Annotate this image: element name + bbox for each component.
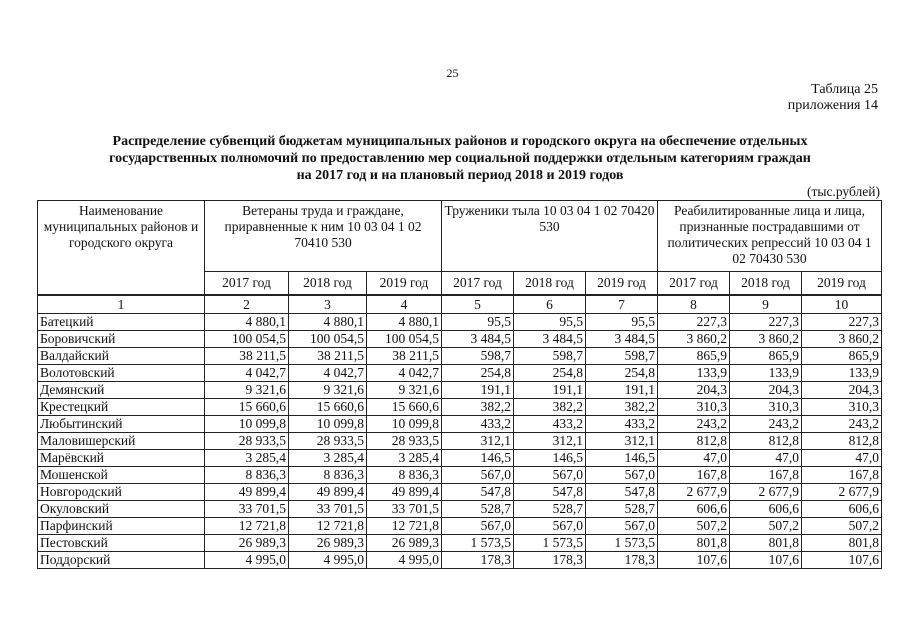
- units-label: (тыс.рублей): [807, 184, 880, 199]
- value-cell: 4 042,7: [367, 365, 442, 382]
- value-cell: 3 484,5: [586, 331, 658, 348]
- value-cell: 227,3: [658, 314, 730, 331]
- table-row: [38, 399, 882, 416]
- value-cell: 26 989,3: [289, 535, 367, 552]
- value-cell: 167,8: [802, 467, 882, 484]
- value-cell: 33 701,5: [289, 501, 367, 518]
- value-cell: 3 285,4: [367, 450, 442, 467]
- value-cell: 4 995,0: [289, 552, 367, 569]
- value-cell: 4 880,1: [367, 314, 442, 331]
- table-label-number: Таблица 25: [811, 82, 878, 97]
- header-year-cell: 2019 год: [802, 272, 882, 296]
- header-year-cell: 2019 год: [367, 272, 442, 296]
- value-cell: 95,5: [586, 314, 658, 331]
- value-cell: 100 054,5: [289, 331, 367, 348]
- value-cell: 33 701,5: [205, 501, 289, 518]
- value-cell: 598,7: [442, 348, 514, 365]
- value-cell: 100 054,5: [205, 331, 289, 348]
- value-cell: 382,2: [586, 399, 658, 416]
- value-cell: 243,2: [730, 416, 802, 433]
- value-cell: 598,7: [586, 348, 658, 365]
- value-cell: 146,5: [442, 450, 514, 467]
- value-cell: 243,2: [658, 416, 730, 433]
- district-name-cell: Окуловский: [38, 501, 205, 518]
- value-cell: 8 836,3: [205, 467, 289, 484]
- value-cell: 26 989,3: [205, 535, 289, 552]
- district-name-cell: Марёвский: [38, 450, 205, 467]
- value-cell: 3 860,2: [658, 331, 730, 348]
- value-cell: 801,8: [730, 535, 802, 552]
- value-cell: 865,9: [802, 348, 882, 365]
- value-cell: 4 880,1: [205, 314, 289, 331]
- value-cell: 3 860,2: [802, 331, 882, 348]
- header-year-cell: 2019 год: [586, 272, 658, 296]
- district-name-cell: Валдайский: [38, 348, 205, 365]
- title-line-3: на 2017 год и на плановый период 2018 и 2019 годов: [296, 168, 624, 183]
- table-row: [38, 552, 882, 569]
- table-row: [38, 348, 882, 365]
- value-cell: 178,3: [586, 552, 658, 569]
- header-column-number: 5: [442, 295, 514, 314]
- value-cell: 382,2: [442, 399, 514, 416]
- value-cell: 191,1: [442, 382, 514, 399]
- value-cell: 801,8: [658, 535, 730, 552]
- value-cell: 4 042,7: [289, 365, 367, 382]
- value-cell: 310,3: [802, 399, 882, 416]
- district-name-cell: Боровичский: [38, 331, 205, 348]
- header-name-column: Наименование муниципальных районов и городского округа: [38, 201, 205, 296]
- table-row: [38, 365, 882, 382]
- header-column-number: 1: [38, 295, 205, 314]
- header-column-number: 2: [205, 295, 289, 314]
- value-cell: 227,3: [802, 314, 882, 331]
- value-cell: 4 995,0: [367, 552, 442, 569]
- value-cell: 10 099,8: [205, 416, 289, 433]
- value-cell: 107,6: [730, 552, 802, 569]
- value-cell: 26 989,3: [367, 535, 442, 552]
- value-cell: 310,3: [730, 399, 802, 416]
- district-name-cell: Мошенской: [38, 467, 205, 484]
- header-column-number: 9: [730, 295, 802, 314]
- value-cell: 312,1: [514, 433, 586, 450]
- table-row: [38, 331, 882, 348]
- value-cell: 10 099,8: [367, 416, 442, 433]
- table-label: [788, 82, 878, 114]
- value-cell: 567,0: [442, 518, 514, 535]
- value-cell: 15 660,6: [289, 399, 367, 416]
- value-cell: 567,0: [442, 467, 514, 484]
- value-cell: 1 573,5: [442, 535, 514, 552]
- district-name-cell: Поддорский: [38, 552, 205, 569]
- value-cell: 47,0: [730, 450, 802, 467]
- value-cell: 2 677,9: [802, 484, 882, 501]
- table-row: [38, 535, 882, 552]
- value-cell: 100 054,5: [367, 331, 442, 348]
- document-title: [40, 133, 880, 184]
- value-cell: 865,9: [658, 348, 730, 365]
- value-cell: 204,3: [730, 382, 802, 399]
- table-row: [38, 433, 882, 450]
- value-cell: 528,7: [442, 501, 514, 518]
- header-column-number: 6: [514, 295, 586, 314]
- value-cell: 4 880,1: [289, 314, 367, 331]
- district-name-cell: Демянский: [38, 382, 205, 399]
- page-number: 25: [446, 66, 459, 80]
- value-cell: 33 701,5: [367, 501, 442, 518]
- table-row: [38, 450, 882, 467]
- value-cell: 8 836,3: [289, 467, 367, 484]
- value-cell: 812,8: [658, 433, 730, 450]
- value-cell: 9 321,6: [289, 382, 367, 399]
- value-cell: 567,0: [514, 467, 586, 484]
- value-cell: 47,0: [802, 450, 882, 467]
- value-cell: 433,2: [514, 416, 586, 433]
- value-cell: 567,0: [586, 518, 658, 535]
- value-cell: 107,6: [658, 552, 730, 569]
- value-cell: 312,1: [442, 433, 514, 450]
- value-cell: 167,8: [658, 467, 730, 484]
- value-cell: 243,2: [802, 416, 882, 433]
- value-cell: 12 721,8: [367, 518, 442, 535]
- value-cell: 8 836,3: [367, 467, 442, 484]
- header-column-number: 10: [802, 295, 882, 314]
- value-cell: 146,5: [586, 450, 658, 467]
- value-cell: 2 677,9: [730, 484, 802, 501]
- value-cell: 12 721,8: [205, 518, 289, 535]
- value-cell: 812,8: [802, 433, 882, 450]
- value-cell: 433,2: [442, 416, 514, 433]
- value-cell: 547,8: [586, 484, 658, 501]
- value-cell: 254,8: [442, 365, 514, 382]
- district-name-cell: Маловишерский: [38, 433, 205, 450]
- value-cell: 49 899,4: [289, 484, 367, 501]
- value-cell: 4 042,7: [205, 365, 289, 382]
- value-cell: 204,3: [658, 382, 730, 399]
- header-column-number: 3: [289, 295, 367, 314]
- value-cell: 133,9: [658, 365, 730, 382]
- value-cell: 28 933,5: [367, 433, 442, 450]
- title-line-2: государственных полномочий по предоставлению мер социальной поддержки отдельным категориям граждан: [109, 151, 811, 166]
- value-cell: 3 484,5: [514, 331, 586, 348]
- value-cell: 133,9: [730, 365, 802, 382]
- header-year-cell: 2018 год: [289, 272, 367, 296]
- value-cell: 191,1: [514, 382, 586, 399]
- value-cell: 1 573,5: [514, 535, 586, 552]
- value-cell: 310,3: [658, 399, 730, 416]
- header-column-number: 4: [367, 295, 442, 314]
- header-column-number: 7: [586, 295, 658, 314]
- value-cell: 606,6: [730, 501, 802, 518]
- value-cell: 146,5: [514, 450, 586, 467]
- value-cell: 204,3: [802, 382, 882, 399]
- district-name-cell: Парфинский: [38, 518, 205, 535]
- value-cell: 107,6: [802, 552, 882, 569]
- value-cell: 15 660,6: [205, 399, 289, 416]
- value-cell: 528,7: [586, 501, 658, 518]
- value-cell: 3 484,5: [442, 331, 514, 348]
- value-cell: 567,0: [586, 467, 658, 484]
- value-cell: 47,0: [658, 450, 730, 467]
- value-cell: 178,3: [442, 552, 514, 569]
- table-label-appendix: приложения 14: [787, 98, 878, 113]
- value-cell: 547,8: [442, 484, 514, 501]
- value-cell: 312,1: [586, 433, 658, 450]
- value-cell: 10 099,8: [289, 416, 367, 433]
- value-cell: 9 321,6: [367, 382, 442, 399]
- value-cell: 3 285,4: [205, 450, 289, 467]
- value-cell: 507,2: [658, 518, 730, 535]
- header-group-veterans: Ветераны труда и граждане, приравненные к ним 10 03 04 1 02 70410 530: [205, 201, 442, 272]
- district-name-cell: Новгородский: [38, 484, 205, 501]
- value-cell: 49 899,4: [205, 484, 289, 501]
- value-cell: 49 899,4: [367, 484, 442, 501]
- header-column-number: 8: [658, 295, 730, 314]
- value-cell: 191,1: [586, 382, 658, 399]
- value-cell: 95,5: [442, 314, 514, 331]
- district-name-cell: Волотовский: [38, 365, 205, 382]
- subvention-table: [37, 200, 882, 569]
- value-cell: 2 677,9: [658, 484, 730, 501]
- value-cell: 15 660,6: [367, 399, 442, 416]
- value-cell: 9 321,6: [205, 382, 289, 399]
- header-year-cell: 2017 год: [205, 272, 289, 296]
- table-row: [38, 382, 882, 399]
- district-name-cell: Пестовский: [38, 535, 205, 552]
- table-row: [38, 416, 882, 433]
- value-cell: 4 995,0: [205, 552, 289, 569]
- header-group-rehabilitated: Реабилитированные лица и лица, признанные пострадавшими от политических репрессий 10 03 04 1 02 70430 530: [658, 201, 882, 272]
- value-cell: 133,9: [802, 365, 882, 382]
- header-year-cell: 2018 год: [730, 272, 802, 296]
- value-cell: 38 211,5: [367, 348, 442, 365]
- value-cell: 95,5: [514, 314, 586, 331]
- district-name-cell: Любытинский: [38, 416, 205, 433]
- value-cell: 507,2: [730, 518, 802, 535]
- value-cell: 606,6: [802, 501, 882, 518]
- value-cell: 227,3: [730, 314, 802, 331]
- value-cell: 254,8: [514, 365, 586, 382]
- value-cell: 3 860,2: [730, 331, 802, 348]
- value-cell: 178,3: [514, 552, 586, 569]
- value-cell: 865,9: [730, 348, 802, 365]
- value-cell: 812,8: [730, 433, 802, 450]
- value-cell: 801,8: [802, 535, 882, 552]
- header-group-home-front: Труженики тыла 10 03 04 1 02 70420 530: [442, 201, 658, 272]
- value-cell: 433,2: [586, 416, 658, 433]
- value-cell: 167,8: [730, 467, 802, 484]
- header-year-cell: 2017 год: [442, 272, 514, 296]
- value-cell: 12 721,8: [289, 518, 367, 535]
- value-cell: 38 211,5: [289, 348, 367, 365]
- value-cell: 567,0: [514, 518, 586, 535]
- value-cell: 528,7: [514, 501, 586, 518]
- table-row: [38, 518, 882, 535]
- value-cell: 38 211,5: [205, 348, 289, 365]
- header-year-cell: 2017 год: [658, 272, 730, 296]
- value-cell: 606,6: [658, 501, 730, 518]
- title-line-1: Распределение субвенций бюджетам муниципальных районов и городского округа на обеспечение отдельных: [112, 134, 808, 149]
- value-cell: 598,7: [514, 348, 586, 365]
- value-cell: 507,2: [802, 518, 882, 535]
- district-name-cell: Крестецкий: [38, 399, 205, 416]
- value-cell: 28 933,5: [205, 433, 289, 450]
- district-name-cell: Батецкий: [38, 314, 205, 331]
- value-cell: 28 933,5: [289, 433, 367, 450]
- value-cell: 547,8: [514, 484, 586, 501]
- table-row: [38, 467, 882, 484]
- value-cell: 1 573,5: [586, 535, 658, 552]
- value-cell: 254,8: [586, 365, 658, 382]
- value-cell: 3 285,4: [289, 450, 367, 467]
- header-year-cell: 2018 год: [514, 272, 586, 296]
- table-row: [38, 314, 882, 331]
- value-cell: 382,2: [514, 399, 586, 416]
- table-row: [38, 501, 882, 518]
- table-row: [38, 484, 882, 501]
